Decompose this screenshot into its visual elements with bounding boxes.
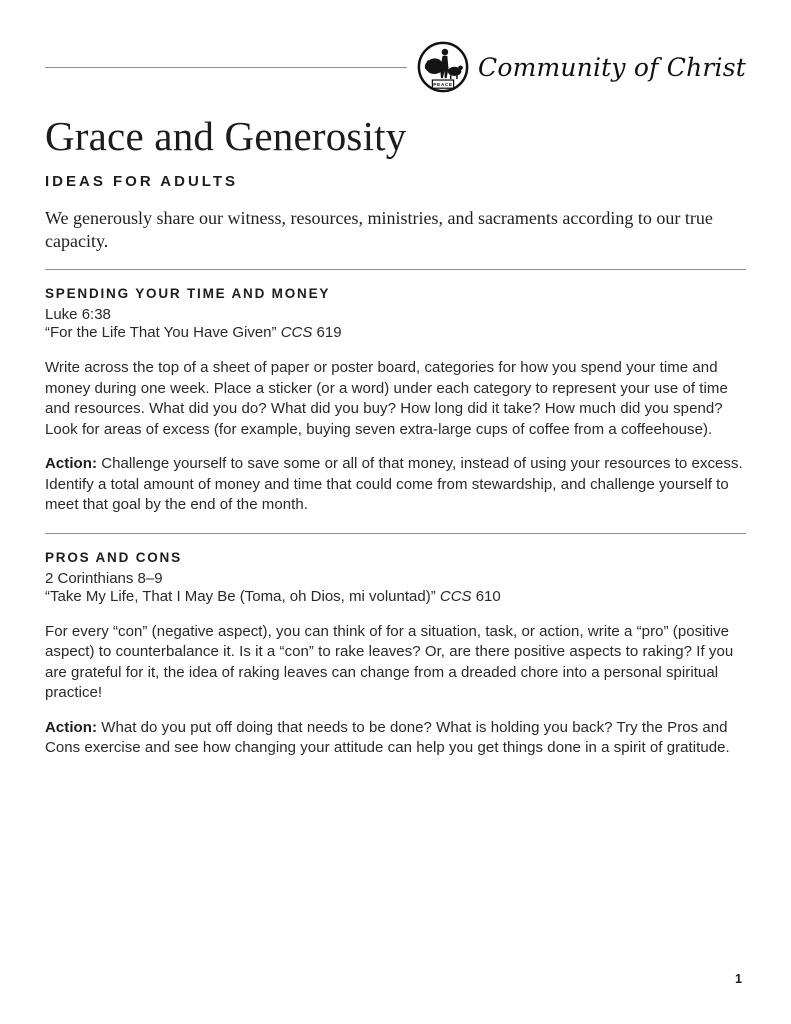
action-label: Action:	[45, 455, 98, 473]
intro-statement: We generously share our witness, resources, ministries, and sacraments according to our true capacity.	[45, 208, 713, 251]
hymn-number: 610	[471, 587, 501, 605]
masthead	[45, 39, 746, 95]
section-heading: PROS AND CONS	[45, 549, 182, 565]
hymn-reference	[45, 588, 746, 606]
hymn-number: 619	[312, 324, 342, 342]
action-text: Challenge yourself to save some or all of that money, instead of using your resources to excess. Identify a total amount of money and time that could come from stewardship, and challenge yourself to meet that goal by the end of the month.	[45, 455, 743, 514]
hymnal-abbreviation: CCS	[439, 587, 472, 605]
subtitle-kicker: IDEAS FOR ADULTS	[45, 173, 238, 191]
action-label: Action:	[45, 718, 98, 736]
section-divider	[45, 533, 746, 534]
action-paragraph	[45, 454, 746, 516]
section-spending-your-time-and-money	[45, 269, 746, 516]
section-divider	[45, 269, 746, 270]
section-body-text: For every “con” (negative aspect), you can think of for a situation, task, or action, write a “pro” (positive aspect) to counterbalance it. Is it a “con” to rake leaves? Or, are there positive aspects to raking? If you are grateful for it, the idea of raking leaves can change from a dreaded chore into a personal spiritual practice!	[45, 622, 734, 702]
hymnal-abbreviation: CCS	[280, 324, 313, 342]
page-number: 1	[735, 972, 742, 986]
brand-wordmark: Community of Christ	[477, 52, 746, 82]
scripture-reference: Luke 6:38	[45, 306, 111, 324]
action-text: What do you put off doing that needs to be done? What is holding you back? Try the Pros and Cons exercise and see how changing your attitude can help you get things done in a spirit of gratitude.	[45, 718, 730, 757]
lion-child-lamb-icon	[416, 40, 470, 94]
peace-seal-logo	[416, 40, 470, 94]
action-paragraph	[45, 718, 746, 759]
header-rule	[45, 67, 407, 68]
section-pros-and-cons	[45, 533, 746, 759]
section-body-text: Write across the top of a sheet of paper or poster board, categories for how you spend your time and money during one week. Place a sticker (or a word) under each category to represent your use of time and resources. What did you do? What did you buy? How long did it take? How much did you spend? Look for areas of excess (for example, buying seven extra-large cups of coffee from a coffeehouse).	[45, 359, 728, 438]
scripture-reference: 2 Corinthians 8–9	[45, 569, 163, 587]
hymn-title: “Take My Life, That I May Be (Toma, oh Dios, mi voluntad)”	[45, 587, 440, 605]
hymn-reference	[45, 324, 746, 342]
section-heading: SPENDING YOUR TIME AND MONEY	[45, 286, 331, 302]
peace-banner-label: PEACE	[433, 83, 453, 89]
hymn-title: “For the Life That You Have Given”	[45, 324, 281, 342]
page-title: Grace and Generosity	[45, 113, 407, 159]
